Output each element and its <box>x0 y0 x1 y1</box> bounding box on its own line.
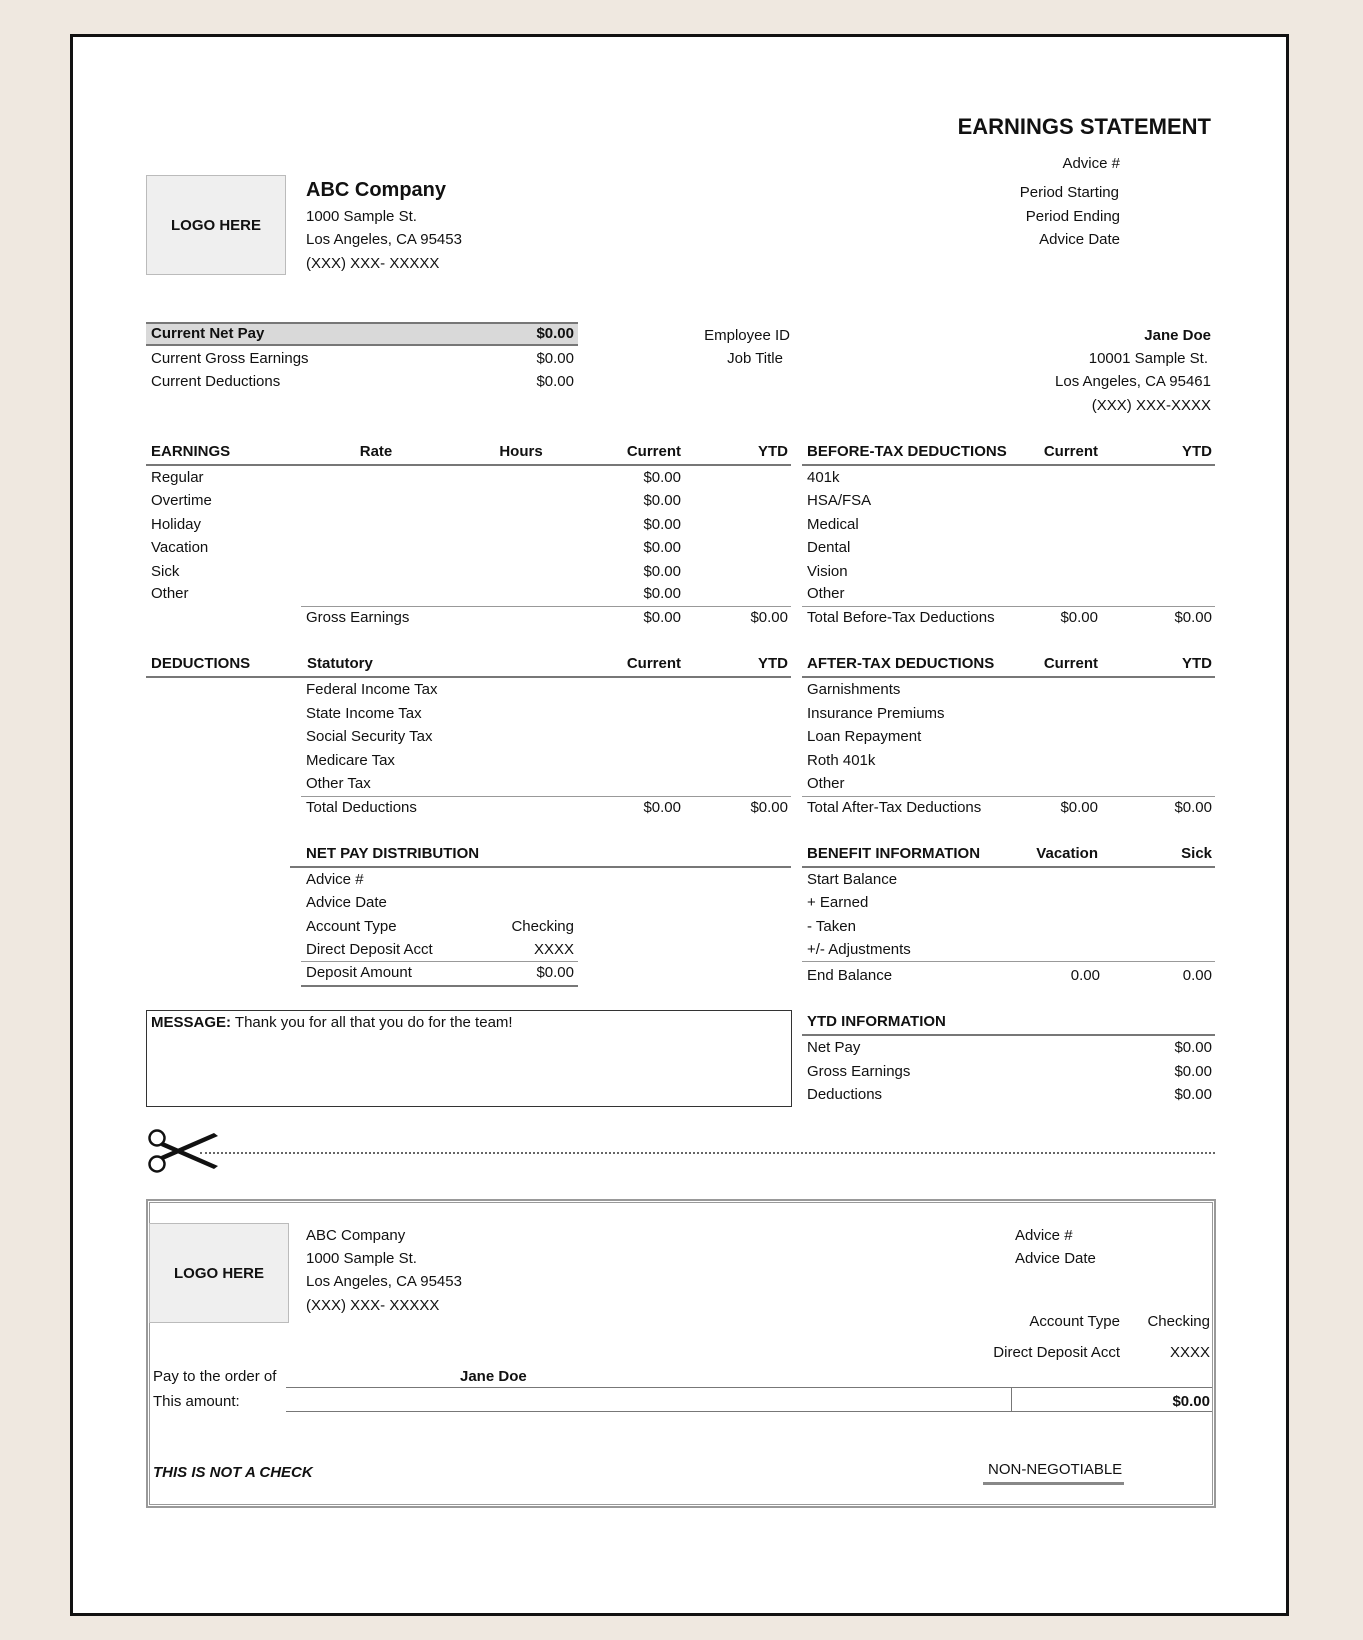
after-tax-total-rule <box>802 796 1215 797</box>
before-tax-header: BEFORE-TAX DEDUCTIONS <box>807 443 1007 460</box>
check-company-address-1: 1000 Sample St. <box>306 1250 417 1267</box>
gross-earnings-ytd: $0.00 <box>750 609 788 626</box>
message-label: MESSAGE: <box>151 1014 232 1031</box>
deductions-statutory-header: Statutory <box>307 655 373 672</box>
statement-title: EARNINGS STATEMENT <box>957 114 1211 139</box>
benefit-total-rule <box>802 961 1215 962</box>
header-field-advice-number: Advice # <box>1062 155 1120 172</box>
after-tax-total-ytd: $0.00 <box>1174 799 1212 816</box>
deductions-row: Social Security Tax <box>306 728 433 745</box>
net-pay-row-label: Direct Deposit Acct <box>306 941 433 958</box>
before-tax-current-header: Current <box>1043 443 1098 460</box>
check-company-address-2: Los Angeles, CA 95453 <box>306 1273 462 1290</box>
check-company-phone: (XXX) XXX- XXXXX <box>306 1297 440 1314</box>
deductions-total-rule <box>301 796 791 797</box>
company-name: ABC Company <box>306 179 447 201</box>
gross-earnings-label: Gross Earnings <box>306 609 410 626</box>
net-pay-deposit-acct: XXXX <box>533 941 574 958</box>
before-tax-total-current: $0.00 <box>1060 609 1098 626</box>
earnings-row-label: Regular <box>151 469 204 486</box>
payee-line <box>286 1387 1212 1388</box>
summary-gross-label: Current Gross Earnings <box>151 350 309 367</box>
deductions-row: State Income Tax <box>306 705 422 722</box>
before-tax-row: 401k <box>807 469 840 486</box>
deposit-amount-value: $0.00 <box>536 964 574 981</box>
deductions-row: Federal Income Tax <box>306 681 438 698</box>
earnings-hours-header: Hours <box>499 443 543 460</box>
summary-deductions-value: $0.00 <box>536 373 574 390</box>
net-pay-bottom-rule <box>301 985 578 987</box>
pay-to-order-label: Pay to the order of <box>153 1368 277 1385</box>
amount-divider <box>1011 1387 1012 1411</box>
before-tax-total-ytd: $0.00 <box>1174 609 1212 626</box>
company-logo-placeholder: LOGO HERE <box>146 175 286 275</box>
earnings-row-label: Overtime <box>151 492 212 509</box>
ytd-row-value: $0.00 <box>1174 1063 1212 1080</box>
benefit-row: - Taken <box>807 918 856 935</box>
ytd-header-rule <box>802 1034 1215 1036</box>
check-account-type-value: Checking <box>1147 1313 1210 1330</box>
company-address-2: Los Angeles, CA 95453 <box>306 231 462 248</box>
after-tax-current-header: Current <box>1043 655 1098 672</box>
earnings-current-header: Current <box>626 443 681 460</box>
earnings-row-label: Vacation <box>151 539 209 556</box>
net-pay-row-label: Advice Date <box>306 894 387 911</box>
ytd-row-label: Deductions <box>807 1086 883 1103</box>
after-tax-row: Loan Repayment <box>807 728 922 745</box>
employee-address-2: Los Angeles, CA 95461 <box>1055 373 1211 390</box>
employee-address-1: 10001 Sample St. <box>1088 350 1208 367</box>
non-negotiable-rule <box>983 1482 1124 1485</box>
total-deductions-ytd: $0.00 <box>750 799 788 816</box>
net-pay-account-type: Checking <box>511 918 574 935</box>
check-company-name: ABC Company <box>306 1227 406 1244</box>
cut-line <box>200 1152 1215 1154</box>
check-account-type-label: Account Type <box>1029 1313 1120 1330</box>
check-amount-value: $0.00 <box>1172 1393 1210 1410</box>
benefit-information-header: BENEFIT INFORMATION <box>807 845 981 862</box>
before-tax-ytd-header: YTD <box>1182 443 1212 460</box>
earnings-row-current: $0.00 <box>643 585 681 602</box>
before-tax-row: Vision <box>807 563 848 580</box>
deposit-amount-label: Deposit Amount <box>306 964 412 981</box>
employee-id-label: Employee ID <box>704 327 790 344</box>
summary-deductions-label: Current Deductions <box>151 373 281 390</box>
benefit-sick-header: Sick <box>1181 845 1212 862</box>
end-balance-sick: 0.00 <box>1182 967 1212 984</box>
ytd-row-value: $0.00 <box>1174 1039 1212 1056</box>
earnings-total-rule <box>301 606 791 607</box>
amount-label: This amount: <box>153 1393 240 1410</box>
summary-gross-value: $0.00 <box>536 350 574 367</box>
before-tax-header-rule <box>802 464 1215 466</box>
deductions-row: Medicare Tax <box>306 752 395 769</box>
total-deductions-label: Total Deductions <box>306 799 417 816</box>
after-tax-row: Other <box>807 775 845 792</box>
company-phone: (XXX) XXX- XXXXX <box>306 255 440 272</box>
deductions-ytd-header: YTD <box>758 655 788 672</box>
after-tax-header-rule <box>802 676 1215 678</box>
header-field-period-starting: Period Starting <box>1019 184 1119 201</box>
benefit-header-rule <box>802 866 1215 868</box>
deductions-header-rule <box>146 676 791 678</box>
earnings-row-current: $0.00 <box>643 492 681 509</box>
earnings-header-rule <box>146 464 791 466</box>
deductions-current-header: Current <box>626 655 681 672</box>
earnings-row-current: $0.00 <box>643 516 681 533</box>
after-tax-row: Insurance Premiums <box>807 705 945 722</box>
deductions-row: Other Tax <box>306 775 371 792</box>
earnings-header: EARNINGS <box>151 443 231 460</box>
after-tax-ytd-header: YTD <box>1182 655 1212 672</box>
earnings-row-current: $0.00 <box>643 539 681 556</box>
earnings-row-label: Other <box>151 585 189 602</box>
check-logo-placeholder: LOGO HERE <box>149 1223 289 1323</box>
before-tax-row: Dental <box>807 539 851 556</box>
after-tax-row: Roth 401k <box>807 752 876 769</box>
amount-line <box>286 1411 1212 1412</box>
check-deposit-acct-label: Direct Deposit Acct <box>993 1344 1120 1361</box>
ytd-row-label: Gross Earnings <box>807 1063 911 1080</box>
gross-earnings-current: $0.00 <box>643 609 681 626</box>
before-tax-total-rule <box>802 606 1215 607</box>
summary-net-pay-label: Current Net Pay <box>151 325 265 342</box>
net-pay-distribution-header: NET PAY DISTRIBUTION <box>306 845 480 862</box>
net-pay-total-rule <box>301 961 578 962</box>
before-tax-row: HSA/FSA <box>807 492 872 509</box>
after-tax-total-current: $0.00 <box>1060 799 1098 816</box>
message-line <box>151 1014 513 1032</box>
benefit-row: Start Balance <box>807 871 898 888</box>
check-advice-date-label: Advice Date <box>1015 1250 1096 1267</box>
check-deposit-acct-value: XXXX <box>1169 1344 1210 1361</box>
after-tax-header: AFTER-TAX DEDUCTIONS <box>807 655 995 672</box>
not-a-check-notice: THIS IS NOT A CHECK <box>153 1464 313 1481</box>
end-balance-vacation: 0.00 <box>1070 967 1100 984</box>
header-field-period-ending: Period Ending <box>1025 208 1120 225</box>
before-tax-total-label: Total Before-Tax Deductions <box>807 609 995 626</box>
payee-name: Jane Doe <box>460 1368 527 1385</box>
check-advice-number-label: Advice # <box>1015 1227 1073 1244</box>
earnings-ytd-header: YTD <box>758 443 788 460</box>
scissors-icon <box>146 1128 222 1174</box>
before-tax-row: Other <box>807 585 845 602</box>
ytd-row-label: Net Pay <box>807 1039 861 1056</box>
ytd-row-value: $0.00 <box>1174 1086 1212 1103</box>
total-deductions-current: $0.00 <box>643 799 681 816</box>
earnings-row-label: Holiday <box>151 516 202 533</box>
net-pay-row-label: Account Type <box>306 918 397 935</box>
benefit-vacation-header: Vacation <box>1036 845 1098 862</box>
deductions-header: DEDUCTIONS <box>151 655 251 672</box>
end-balance-label: End Balance <box>807 967 893 984</box>
employee-phone: (XXX) XXX-XXXX <box>1091 397 1211 414</box>
company-address-1: 1000 Sample St. <box>306 208 417 225</box>
ytd-information-header: YTD INFORMATION <box>807 1013 946 1030</box>
non-negotiable-label: NON-NEGOTIABLE <box>988 1461 1123 1478</box>
before-tax-row: Medical <box>807 516 859 533</box>
net-pay-header-rule <box>290 866 791 868</box>
summary-net-pay-value: $0.00 <box>536 325 574 342</box>
net-pay-row-label: Advice # <box>306 871 364 888</box>
employee-name: Jane Doe <box>1144 327 1211 344</box>
job-title-label: Job Title <box>727 350 783 367</box>
header-field-advice-date: Advice Date <box>1039 231 1120 248</box>
benefit-row: +/- Adjustments <box>807 941 911 958</box>
earnings-row-current: $0.00 <box>643 469 681 486</box>
after-tax-total-label: Total After-Tax Deductions <box>807 799 982 816</box>
message-text: Thank you for all that you do for the team! <box>234 1014 513 1031</box>
earnings-row-current: $0.00 <box>643 563 681 580</box>
benefit-row: + Earned <box>807 894 869 911</box>
after-tax-row: Garnishments <box>807 681 901 698</box>
earnings-row-label: Sick <box>151 563 180 580</box>
earnings-rate-header: Rate <box>359 443 393 460</box>
